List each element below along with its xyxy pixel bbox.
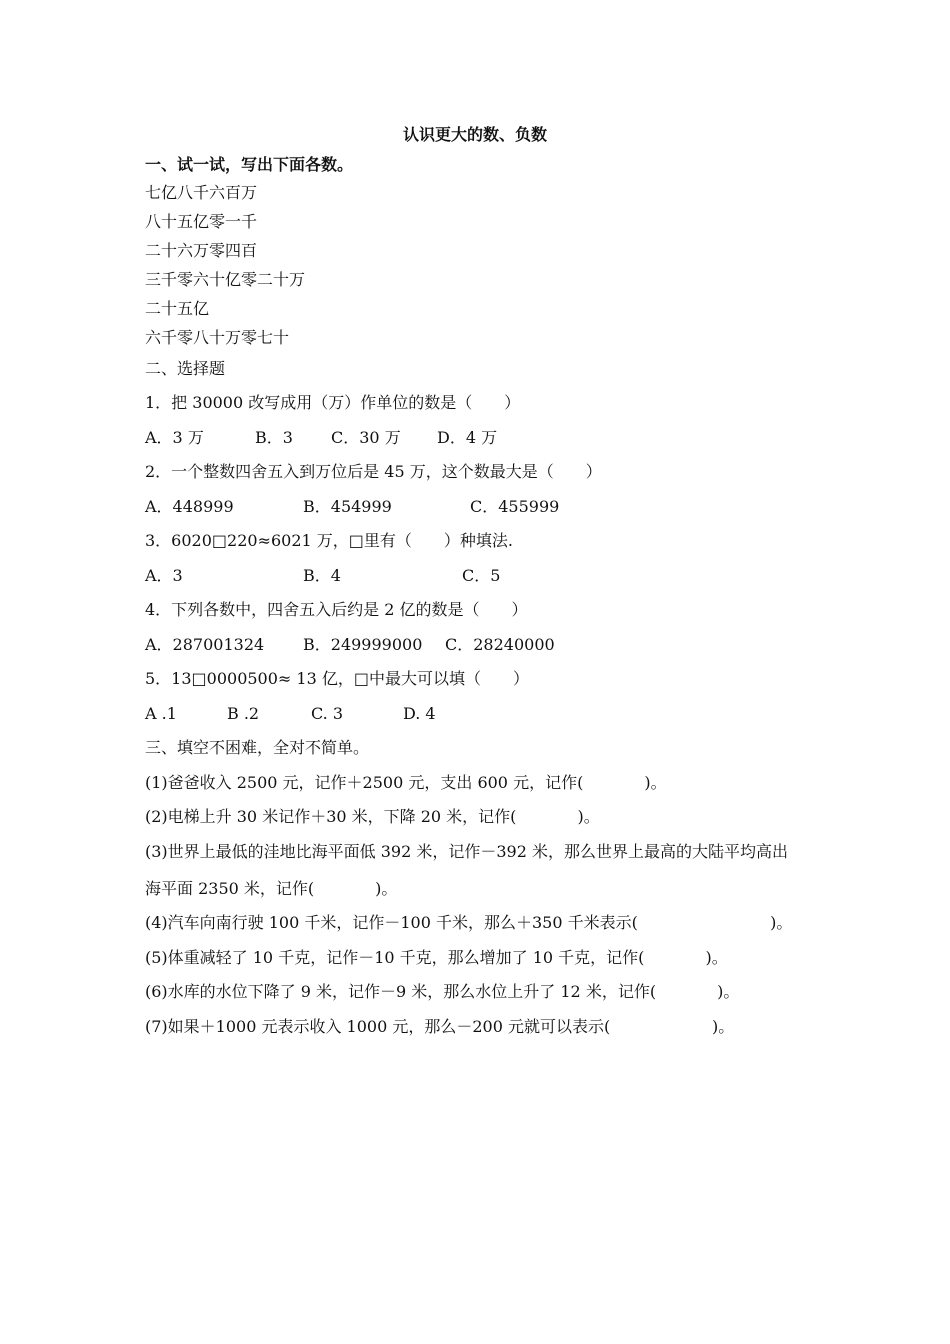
list-item: 六千零八十万零七十 [145,328,290,347]
question-5: 5．13□0000500≈ 13 亿，□中最大可以填（ ） [145,669,529,688]
fill-item-2: (2)电梯上升 30 米记作＋30 米，下降 20 米，记作( )。 [145,807,600,826]
option-c: C．30 万 [331,428,401,447]
option-b: B．3 [255,428,293,447]
option-c: C. 3 [311,704,344,723]
list-item: 三千零六十亿零二十万 [145,270,306,289]
fill-item-3-cont: 海平面 2350 米，记作( )。 [145,879,398,898]
question-2: 2．一个整数四舍五入到万位后是 45 万，这个数最大是（ ） [145,462,602,481]
option-a: A．287001324 [145,635,265,654]
fill-item-5: (5)体重减轻了 10 千克，记作－10 千克，那么增加了 10 千克，记作( )。 [145,948,728,967]
option-a: A .1 [145,704,177,723]
section1-heading: 一、试一试，写出下面各数。 [145,155,354,174]
option-d: D．4 万 [437,428,498,447]
option-a: A．3 万 [145,428,204,447]
question-1: 1．把 30000 改写成用（万）作单位的数是（ ） [145,393,521,412]
fill-item-7: (7)如果＋1000 元表示收入 1000 元，那么－200 元就可以表示( )。 [145,1017,735,1036]
question-4: 4．下列各数中，四舍五入后约是 2 亿的数是（ ） [145,600,528,619]
option-b: B．249999000 [303,635,423,654]
option-d: D. 4 [403,704,436,723]
fill-item-4: (4)汽车向南行驶 100 千米，记作－100 千米，那么＋350 千米表示( )。 [145,913,793,932]
page-title: 认识更大的数、负数 [402,125,547,144]
section3-heading: 三、填空不困难，全对不简单。 [145,738,370,757]
option-b: B．454999 [303,497,392,516]
list-item: 七亿八千六百万 [145,183,258,202]
section2-heading: 二、选择题 [145,359,226,378]
list-item: 二十五亿 [145,299,210,318]
option-b: B .2 [227,704,260,723]
option-c: C．28240000 [445,635,555,654]
option-c: C．455999 [470,497,560,516]
option-c: C．5 [462,566,501,585]
fill-item-3: (3)世界上最低的洼地比海平面低 392 米，记作－392 米，那么世界上最高的大陆平均高出 [145,842,789,861]
list-item: 二十六万零四百 [145,241,258,260]
fill-item-6: (6)水库的水位下降了 9 米，记作－9 米，那么水位上升了 12 米，记作( )。 [145,982,740,1001]
option-b: B．4 [303,566,341,585]
question-3: 3．6020□220≈6021 万，□里有（ ）种填法. [145,531,513,550]
option-a: A．3 [145,566,183,585]
list-item: 八十五亿零一千 [145,212,258,231]
option-a: A．448999 [145,497,234,516]
fill-item-1: (1)爸爸收入 2500 元，记作＋2500 元，支出 600 元，记作( )。 [145,773,667,792]
